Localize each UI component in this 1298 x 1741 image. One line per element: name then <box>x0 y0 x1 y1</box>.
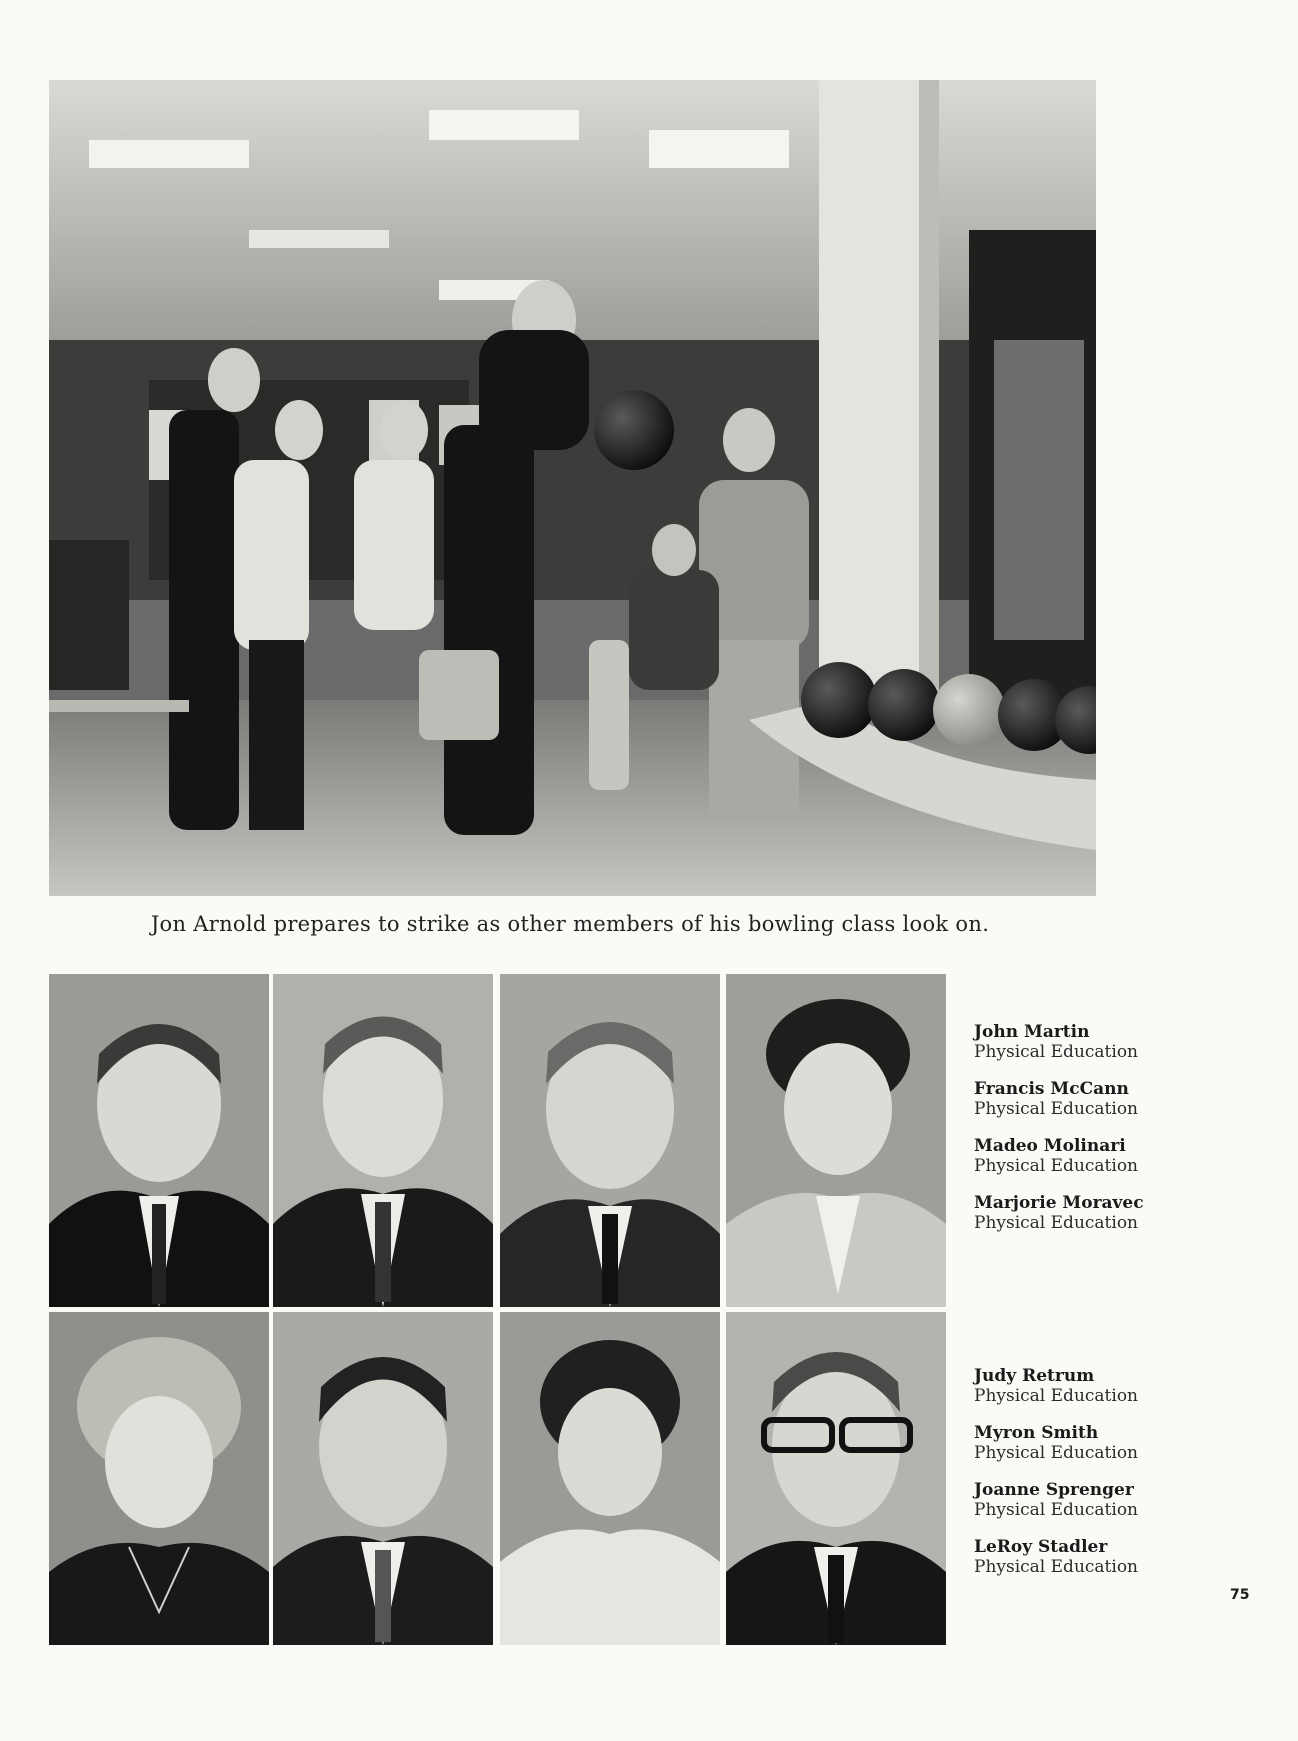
faculty-entry <box>974 1423 1214 1463</box>
portrait-madeo-molinari <box>500 974 720 1307</box>
portrait-francis-mccann <box>273 974 493 1307</box>
faculty-name: John Martin <box>974 1022 1090 1042</box>
portrait-leroy-stadler <box>726 1312 946 1645</box>
faculty-name: LeRoy Stadler <box>974 1537 1108 1557</box>
faculty-entry <box>974 1537 1214 1577</box>
faculty-department: Physical Education <box>974 1443 1138 1463</box>
faculty-entry <box>974 1136 1214 1176</box>
faculty-department: Physical Education <box>974 1156 1138 1176</box>
faculty-department: Physical Education <box>974 1557 1138 1577</box>
faculty-name: Francis McCann <box>974 1079 1129 1099</box>
faculty-department: Physical Education <box>974 1042 1138 1062</box>
faculty-names-top <box>974 1022 1214 1250</box>
faculty-entry <box>974 1366 1214 1406</box>
faculty-department: Physical Education <box>974 1386 1138 1406</box>
faculty-name: Judy Retrum <box>974 1366 1095 1386</box>
faculty-entry <box>974 1022 1214 1062</box>
faculty-name: Madeo Molinari <box>974 1136 1126 1156</box>
faculty-name: Joanne Sprenger <box>974 1480 1134 1500</box>
portrait-marjorie-moravec <box>726 974 946 1307</box>
faculty-entry <box>974 1079 1214 1119</box>
faculty-names-bottom <box>974 1366 1214 1594</box>
portrait-judy-retrum <box>49 1312 269 1645</box>
portrait-myron-smith <box>273 1312 493 1645</box>
photo-caption: Jon Arnold prepares to strike as other members of his bowling class look on. <box>150 912 990 936</box>
page-number: 75 <box>1230 1587 1250 1603</box>
faculty-name: Marjorie Moravec <box>974 1193 1144 1213</box>
faculty-entry <box>974 1193 1214 1233</box>
portrait-john-martin <box>49 974 269 1307</box>
faculty-department: Physical Education <box>974 1213 1138 1233</box>
faculty-department: Physical Education <box>974 1099 1138 1119</box>
faculty-department: Physical Education <box>974 1500 1138 1520</box>
portrait-joanne-sprenger <box>500 1312 720 1645</box>
faculty-name: Myron Smith <box>974 1423 1099 1443</box>
faculty-entry <box>974 1480 1214 1520</box>
bowling-class-photo <box>49 80 1096 896</box>
